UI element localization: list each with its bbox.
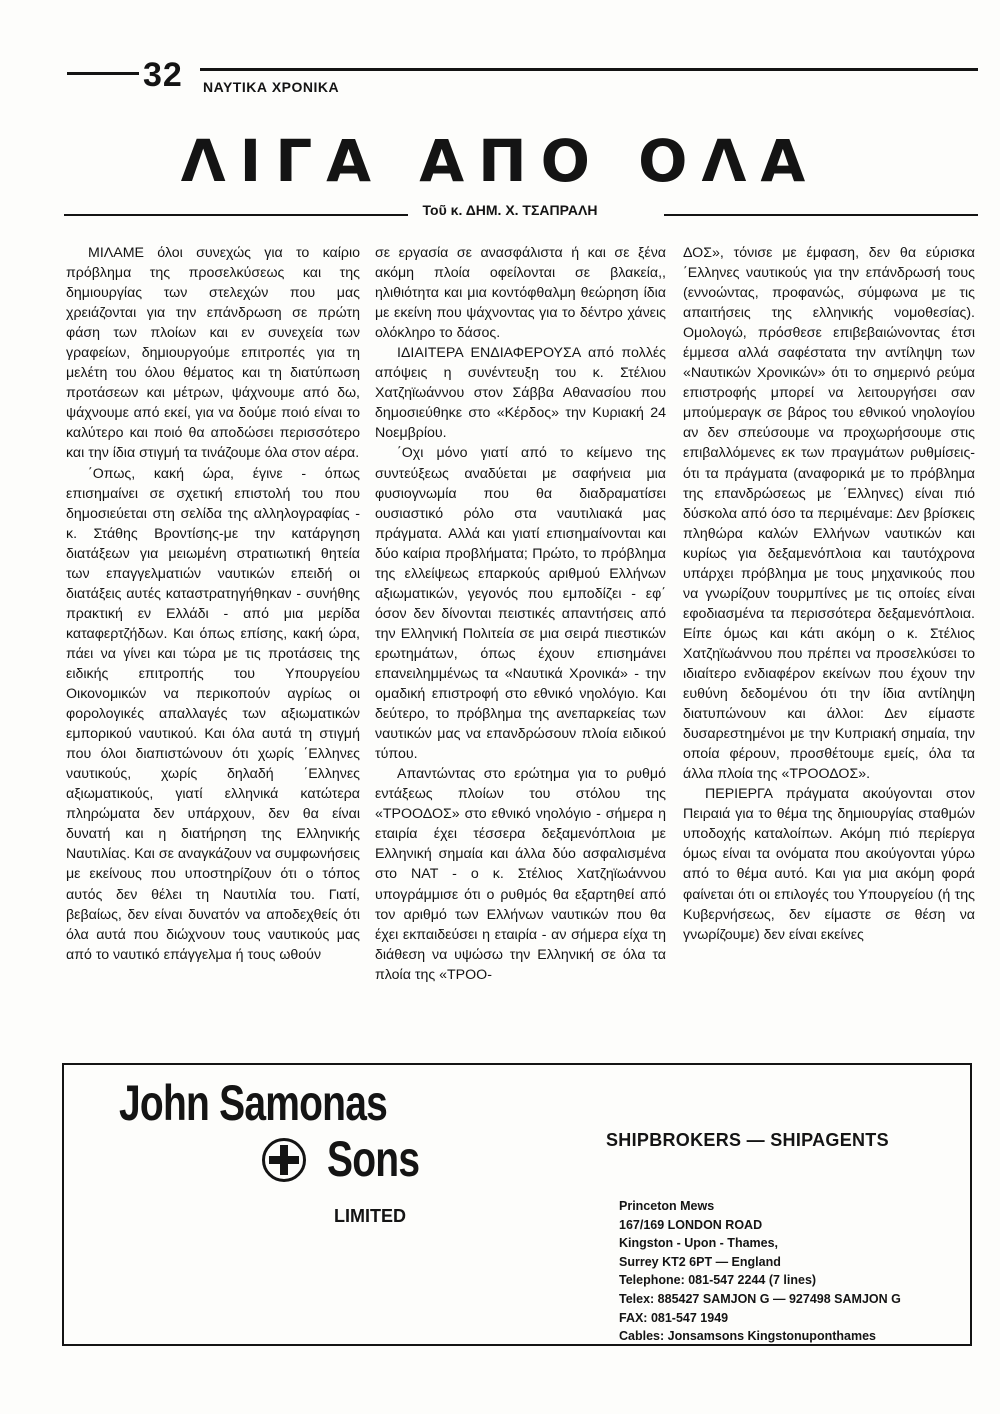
header-rule-right [200,68,978,71]
contact-block [619,1197,901,1346]
paragraph: ΜΙΛΑΜΕ όλοι συνεχώς για το καίριο πρόβλημα της προσελκύσεως και της δημιουργίας των στελεχών που μας χρειάζονται για την επάνδρωση σε πρώτη φάση των πλοίων και εν συνεχεία των γραφείων, δημιουργούμε επιτροπές για τη μελέτη του όλου θέματος και τη διατύπωση προτάσεων και μέτρων, ψάχνουμε από δω, ψάχνουμε από εκεί, για να δούμε ποιό είναι το καλύτερο και ποιό θα αποδώσει περισσότερο και την ίδια στιγμή τα τινάζουμε όλα στον αέρα. [66,245,360,462]
fax: FAX: 081-547 1949 [619,1310,729,1325]
header-rule-left [67,72,139,75]
telephone: Telephone: 081-547 2244 (7 lines) [619,1273,817,1288]
company-services: SHIPBROKERS — SHIPAGENTS [606,1130,889,1150]
paragraph: Απαντώντας στο ερώτημα για το ρυθμό εντάξεως πλοίων του στόλου της «ΤΡΟΟΔΟΣ» στο εθνικό νηολόγιο - σήμερα η εταιρία έχει τέσσερα δεξαμενόπλοια με Ελληνική σημαία και άλλα δύο ασφαλισμένα στο ΝΑΤ - ο κ. Στέλιος Χατζηϊωάννου υπογράμμισε ότι ο ρυθμός θα εξαρτηθεί από τον αριθμό των Ελλήνων ναυτικών που θα έχει εκπαιδεύσει η εταιρία - αν σήμερα είχα τη διάθεση να υψώσω την Ελληνική σε όλα τα πλοία της «ΤΡΟΟ- [375,766,666,983]
address-line: Surrey KT2 6PT — England [619,1254,781,1269]
company-sons: Sons [327,1131,420,1187]
article-column-3 [683,243,975,1055]
paragraph: ΠΕΡΙΕΡΓΑ πράγματα ακούγονται στον Πειραιά για το θέμα της δημιουργίας σταθμών υποδοχής καταλοίπων. Ακόμη πιό περίεργα όμως είναι τα ονόματα που ακούγονται γύρω από το θέμα αυτό. Και για μια ακόμη φορά φαίνεται ότι οι επιλογές του Υπουργείου (ή της Κυβερνήσεως, δεν είμαστε σε θέση να γνωρίζουμε) δεν είναι εκείνες [683,786,975,943]
article-column-1 [66,243,360,1055]
company-name: John Samonas [119,1075,388,1131]
address-line: 167/169 LONDON ROAD [619,1217,763,1232]
article-column-2 [375,243,666,1055]
address-line: Princeton Mews [619,1199,715,1213]
paragraph: ΔΟΣ», τόνισε με έμφαση, δεν θα εύρισκα ΄Ελληνες ναυτικούς για την επάνδρωσή τους (εννοώντας, προφανώς, σύμφωνα με τις απαιτήσεις της ελληνικής νομοθεσίας). Ομολογώ, πρόσθεσε επιβεβαιώνοντας έτσι έμμεσα αλλά σαφέστατα την αντίληψη των «Ναυτικών Χρονικών» ότι το σημερινό ρεύμα επιστροφής μπορεί να λειτουργήσει σαν μπούμεραγκ σε βάρος του εθνικού νηολογίου αν δεν σπεύσουμε να προχωρήσουμε στις επιβαλλόμενες εκ των πραγμάτων ρυθμίσεις-ότι τα πράγματα (αναφορικά με το πρόβλημα της επανδρώσεως με ΄Ελληνες) είναι πιό δύσκολα από όσο τα περιμέναμε: Δεν βρίσκεις πληθώρα καλών Ελλήνων ναυτικών και κυρίως για δεξαμενόπλοια και ταυτόχρονα υπάρχει πρόβλημα με τους μηχανικούς που να γνωρίζουν τουρμπίνες με τις οποίες είναι εφοδιασμένα τα περισσότερα δεξαμενόπλοια. Είπε όμως και κάτι ακόμη ο κ. Στέλιος Χατζηϊωάννου που πρέπει να προσελκύσει το ιδιαίτερο ενδιαφέρον εκείνων που έχουν την ευθύνη δεδομένου ότι την ίδια αντίληψη διατυπώνουν και άλλοι: Δεν είμαστε δυσαρεστημένοι με την Κυπριακή σημαία, την οποία φέρουν, προσθέτουμε εμείς, όλα τα άλλα πλοία της «ΤΡΟΟΔΟΣ». [683,245,975,783]
paragraph: ΙΔΙΑΙΤΕΡΑ ΕΝΔΙΑΦΕΡΟΥΣΑ από πολλές απόψεις η συνέντευξη του κ. Στέλιου Χατζηϊωάννου στον Σάββα Αθανασίου που δημοσιεύθηκε στο «Κέρδος» την Κυριακή 24 Νοεμβρίου. [375,345,666,442]
magazine-name: ΝΑΥΤΙΚΑ ΧΡΟΝΙΚΑ [203,79,340,95]
byline: Τοῦ κ. ΔΗΜ. Χ. ΤΣΑΠΡΑΛΗ [422,202,598,218]
cables: Cables: Jonsamsons Kingstonuponthames [619,1329,876,1344]
article-title: ΛΙΓΑ ΑΠΟ ΟΛΑ [180,127,820,195]
paragraph: σε εργασία σε ανασφάλιστα ή και σε ξένα ακόμη πλοία οφείλονται σε βλακεία,, ηλιθιότητα και μια κοντόφθαλμη θεώρηση ίδια με εκείνη που ψάχνοντας για το δέντρο χάνεις ολόκληρο το δάσος. [375,245,666,342]
page-number: 32 [143,56,183,94]
company-limited: LIMITED [334,1206,406,1226]
advertisement-box [62,1063,972,1346]
byline-rule-left [64,214,408,216]
address-line: Kingston - Upon - Thames, [619,1236,779,1251]
paragraph: ΄Οπως, κακή ώρα, έγινε - όπως επισημαίνει σε σχετική επιστολή του που δημοσιεύεται στη σελίδα της αλληλογραφίας - κ. Στάθης Βροντίσης-με την κατάργηση διατάξεων για μειωμένη στρατιωτική θητεία των επαγγελματιών ναυτικών επειδή οι διατάξεις αυτές καταστρατηγήθηκαν - συνήθης πρακτική εν Ελλάδι - από μια μερίδα καταφερτζήδων. Και όπως επίσης, κακή ώρα, πάει να γίνει και τώρα με τις προτάσεις της ειδικής επιτροπής του Υπουργείου Οικονομικών να περικοπούν αγρίως οι φορολογικές απαλλαγές των αξιωματικών εμπορικού ναυτικού. Και όλα αυτά τη στιγμή που όλοι διαπιστώνουν ότι χωρίς ΄Ελληνες ναυτικούς, χωρίς δηλαδή ΄Ελληνες αξιωματικούς, γιατί ελληνικά κατώτερα πληρώματα δεν υπάρχουν, δεν θα είναι δυνατή και η διατήρηση της Ελληνικής Ναυτιλίας. Και σε αναγκάζουν να συμφωνήσεις με εκείνους που υποστηρίζουν ότι ο τόπος αυτός δεν θέλει τη Ναυτιλία του. Γιατί, βεβαίως, δεν είναι δυνατόν να αποδεχθείς ότι όλα αυτά που διώχνουν τους ναυτικούς μας από το ναυτικό επάγγελμα ή τους ωθούν [66,465,360,963]
telex: Telex: 885427 SAMJON G — 927498 SAMJON G [619,1291,901,1306]
byline-rule-right [664,214,978,216]
plus-circle-icon [261,1137,307,1183]
paragraph: ΄Οχι μόνο γιατί από το κείμενο της συντεύξεως αναδύεται με σαφήνεια μια φυσιογνωμία που θα διαδραματίσει ουσιαστικό ρόλο στα ναυτιλιακά μας πράγματα. Αλλά και γιατί επισημαίνονται και δύο καίρια προβλήματα; Πρώτο, το πρόβλημα της ελλείψεως επαρκούς αριθμού Ελλήνων αξιωματικών, γεγονός που εμποδίζει - εφ΄ όσον δεν δίνονται πειστικές απαντήσεις από την Ελληνική Πολιτεία σε μια σειρά πιεστικών ερωτημάτων, όπως έχουν επισημάνει επανειλημμένως τα «Ναυτικά Χρονικά» - την ομαδική επιστροφή στο εθνικό νηολόγιο. Και δεύτερο, το πρόβλημα της ανεπαρκείας των ναυτικών μας να επανδρώσουν πλοία ειδικού τύπου. [375,445,666,763]
